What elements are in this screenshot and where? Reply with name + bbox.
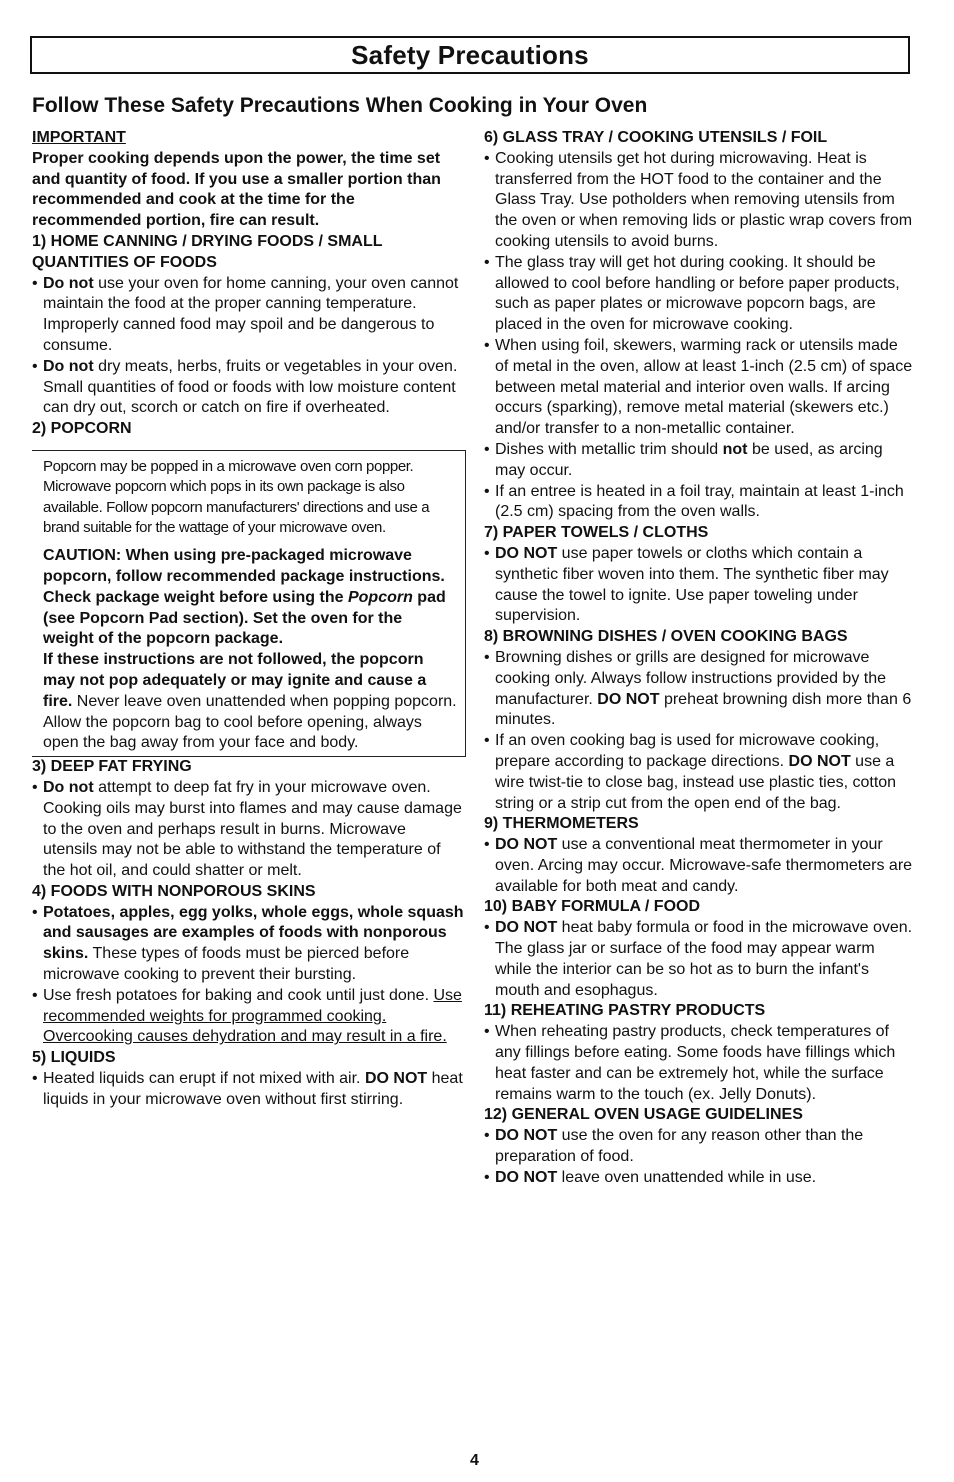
emphasis-text: Do not [43, 274, 94, 292]
underlined-text: Use recommended weights for programmed cooking. Overcooking causes dehydration and may result in a fire. [43, 986, 462, 1046]
warning-text: Never leave oven unattended when popping popcorn. Allow the popcorn bag to cool before opening, always open the bag away from your face and body. [43, 692, 457, 752]
section-list-browning-dishes [484, 648, 914, 814]
list-item [32, 903, 464, 986]
section-heading-thermometers: 9) THERMOMETERS [484, 815, 639, 833]
emphasis-text: DO NOT [788, 752, 851, 770]
item-text: If an entree is heated in a foil tray, maintain at least 1-inch (2.5 cm) spacing from the oven walls. [495, 482, 904, 521]
section-list-deep-fat-frying [32, 778, 464, 882]
important-text: Proper cooking depends upon the power, the time set and quantity of food. If you use a smaller portion than recommended and cook at the time for the recommended portion, fire can result. [32, 149, 441, 230]
item-text: When using foil, skewers, warming rack or utensils made of metal in the oven, allow at least 1-inch (2.5 cm) of space between metal material and interior oven walls. If arcing occurs (sparking), remove metal material (skewers etc.) and/or transfer to a non-metallic container. [495, 336, 913, 438]
emphasis-text: not [722, 440, 748, 458]
emphasis-text: DO NOT [495, 919, 558, 937]
emphasis-text: Do not [43, 357, 94, 375]
emphasis-text: DO NOT [495, 544, 558, 562]
item-text: attempt to deep fat fry in your microwave oven. Cooking oils may burst into flames and may cause damage to the oven and perhaps result in burns. Microwave utensils may not be able to withstand the temperature of the hot oil, and could shatter or melt. [43, 778, 462, 880]
item-text: heat baby formula or food in the microwave oven. The glass jar or surface of the food may appear warm while the interior can be so hot as to burn the infant's mouth and esophagus. [495, 919, 913, 999]
item-text: be used, as arcing may occur. [495, 440, 883, 479]
list-item [484, 149, 914, 253]
list-item [484, 482, 914, 524]
page-number: 4 [470, 1452, 479, 1469]
section-heading-baby-formula: 10) BABY FORMULA / FOOD [484, 898, 701, 916]
section-list-general-usage [484, 1126, 914, 1188]
section-heading-glass-tray: 6) GLASS TRAY / COOKING UTENSILS / FOIL [484, 129, 828, 146]
popcorn-pad-name: Popcorn [347, 588, 413, 606]
section-heading-home-canning: 1) HOME CANNING / DRYING FOODS / SMALL QUANTITIES OF FOODS [32, 232, 383, 271]
item-text: heat liquids in your microwave oven without first stirring. [43, 1070, 463, 1108]
list-item [484, 253, 914, 336]
section-heading-liquids: 5) LIQUIDS [32, 1049, 116, 1067]
item-text: The glass tray will get hot during cooking. It should be allowed to cool before handling or before paper products, such as paper plates or microwave popcorn bags, are placed in the oven for microwave cooking. [495, 253, 900, 334]
item-text: These types of foods must be pierced before microwave cooking to prevent their bursting. [43, 945, 410, 984]
item-text: Dishes with metallic trim should [495, 440, 723, 458]
section-heading-nonporous-skins: 4) FOODS WITH NONPOROUS SKINS [32, 882, 316, 900]
emphasis-text: DO NOT [495, 1168, 558, 1186]
list-item [484, 544, 914, 627]
emphasis-text: DO NOT [495, 1127, 558, 1145]
right-column [484, 128, 914, 1189]
item-text: Browning dishes or grills are designed for microwave cooking only. Always follow instructions provided by the manufacturer. [495, 648, 887, 708]
item-text: Heated liquids can erupt if not mixed with air. [43, 1070, 365, 1088]
section-list-reheating-pastry [484, 1022, 914, 1105]
section-heading-general-usage: 12) GENERAL OVEN USAGE GUIDELINES [484, 1106, 803, 1124]
list-item [484, 1126, 914, 1168]
list-item [484, 648, 914, 731]
list-item [484, 1022, 914, 1105]
emphasis-text: DO NOT [495, 836, 558, 854]
emphasis-text: Potatoes, apples, egg yolks, whole eggs, whole squash and sausages are examples of foods with nonporous skins. [43, 903, 464, 963]
item-text: use a conventional meat thermometer in your oven. Arcing may occur. Microwave-safe thermometers are available for both meat and candy. [495, 836, 913, 895]
emphasis-text: Do not [43, 778, 94, 796]
left-column [32, 128, 464, 1111]
item-text: preheat browning dish more than 6 minutes. [495, 690, 912, 729]
item-text: use a wire twist-tie to close bag, instead use plastic ties, cotton string or a strip cut from the open end of the bag. [495, 752, 897, 812]
popcorn-box [32, 450, 466, 757]
caution-text: pad (see Popcorn Pad section). Set the oven for the weight of the popcorn package. [43, 588, 446, 648]
section-list-paper-towels [484, 544, 914, 627]
list-item [32, 778, 464, 882]
list-item [32, 1069, 464, 1111]
item-text: Use fresh potatoes for baking and cook until just done. [43, 986, 434, 1004]
section-list-nonporous-skins [32, 903, 464, 1049]
section-list-home-canning [32, 274, 464, 420]
list-item [32, 986, 464, 1048]
popcorn-warning [43, 650, 457, 754]
item-text: use your oven for home canning, your oven cannot maintain the food at the proper canning temperature. Improperly canned food may spoil and be dangerous to consume. [43, 274, 459, 354]
list-item [484, 1168, 914, 1189]
section-list-baby-formula [484, 918, 914, 1001]
item-text: use paper towels or cloths which contain a synthetic fiber woven into them. The synthetic fiber may cause the towel to ignite. Use paper toweling under supervision. [495, 544, 889, 625]
section-list-glass-tray [484, 149, 914, 523]
item-text: leave oven unattended while in use. [557, 1168, 817, 1186]
section-heading-reheating-pastry: 11) REHEATING PASTRY PRODUCTS [484, 1002, 766, 1020]
emphasis-text: DO NOT [364, 1070, 428, 1088]
section-heading-deep-fat-frying: 3) DEEP FAT FRYING [32, 758, 192, 776]
list-item [484, 731, 914, 814]
item-text: dry meats, herbs, fruits or vegetables in your oven. Small quantities of food or foods with low moisture content can dry out, scorch or catch on fire if overheated. [43, 357, 458, 417]
section-list-liquids [32, 1069, 464, 1111]
list-item [32, 357, 464, 419]
page-title: Safety Precautions [351, 39, 589, 70]
section-heading-paper-towels: 7) PAPER TOWELS / CLOTHS [484, 524, 709, 542]
list-item [484, 835, 914, 897]
popcorn-caution [43, 546, 457, 650]
list-item [484, 336, 914, 440]
list-item [484, 918, 914, 1001]
list-item [484, 440, 914, 482]
item-text: use the oven for any reason other than the preparation of food. [495, 1127, 864, 1166]
item-text: When reheating pastry products, check temperatures of any fillings before eating. Some foods have fillings which heat faster and can be extremely hot, while the surface remains warm to the touch (ex. Jelly Donuts). [495, 1023, 896, 1103]
warning-bold-text: If these instructions are not followed, the popcorn may not pop adequately or may ignite and cause a fire. [43, 651, 427, 710]
title-banner [30, 36, 910, 74]
section-list-thermometers [484, 835, 914, 897]
caution-text: CAUTION: When using pre-packaged microwave popcorn, follow recommended package instructions. Check package weight before using the [43, 547, 445, 606]
page-subtitle: Follow These Safety Precautions When Cooking in Your Oven [32, 94, 648, 117]
emphasis-text: DO NOT [597, 690, 660, 708]
item-text: If an oven cooking bag is used for microwave cooking, prepare according to package directions. [495, 732, 880, 770]
popcorn-box-text: Popcorn may be popped in a microwave oven corn popper. Microwave popcorn which pops in its own package is also available. Follow popcorn manufacturers' directions and use a brand suitable for the wattage of your microwave oven. [43, 457, 430, 536]
item-text: Cooking utensils get hot during microwaving. Heat is transferred from the HOT food to the container and the Glass Tray. Use potholders when removing utensils from the oven or when removing lids or plastic wrap covers from cooking utensils to avoid burns. [495, 149, 913, 250]
section-heading-browning-dishes: 8) BROWNING DISHES / OVEN COOKING BAGS [484, 628, 848, 646]
section-heading-popcorn: 2) POPCORN [32, 420, 132, 438]
list-item [32, 274, 464, 357]
important-label: IMPORTANT [32, 129, 126, 146]
